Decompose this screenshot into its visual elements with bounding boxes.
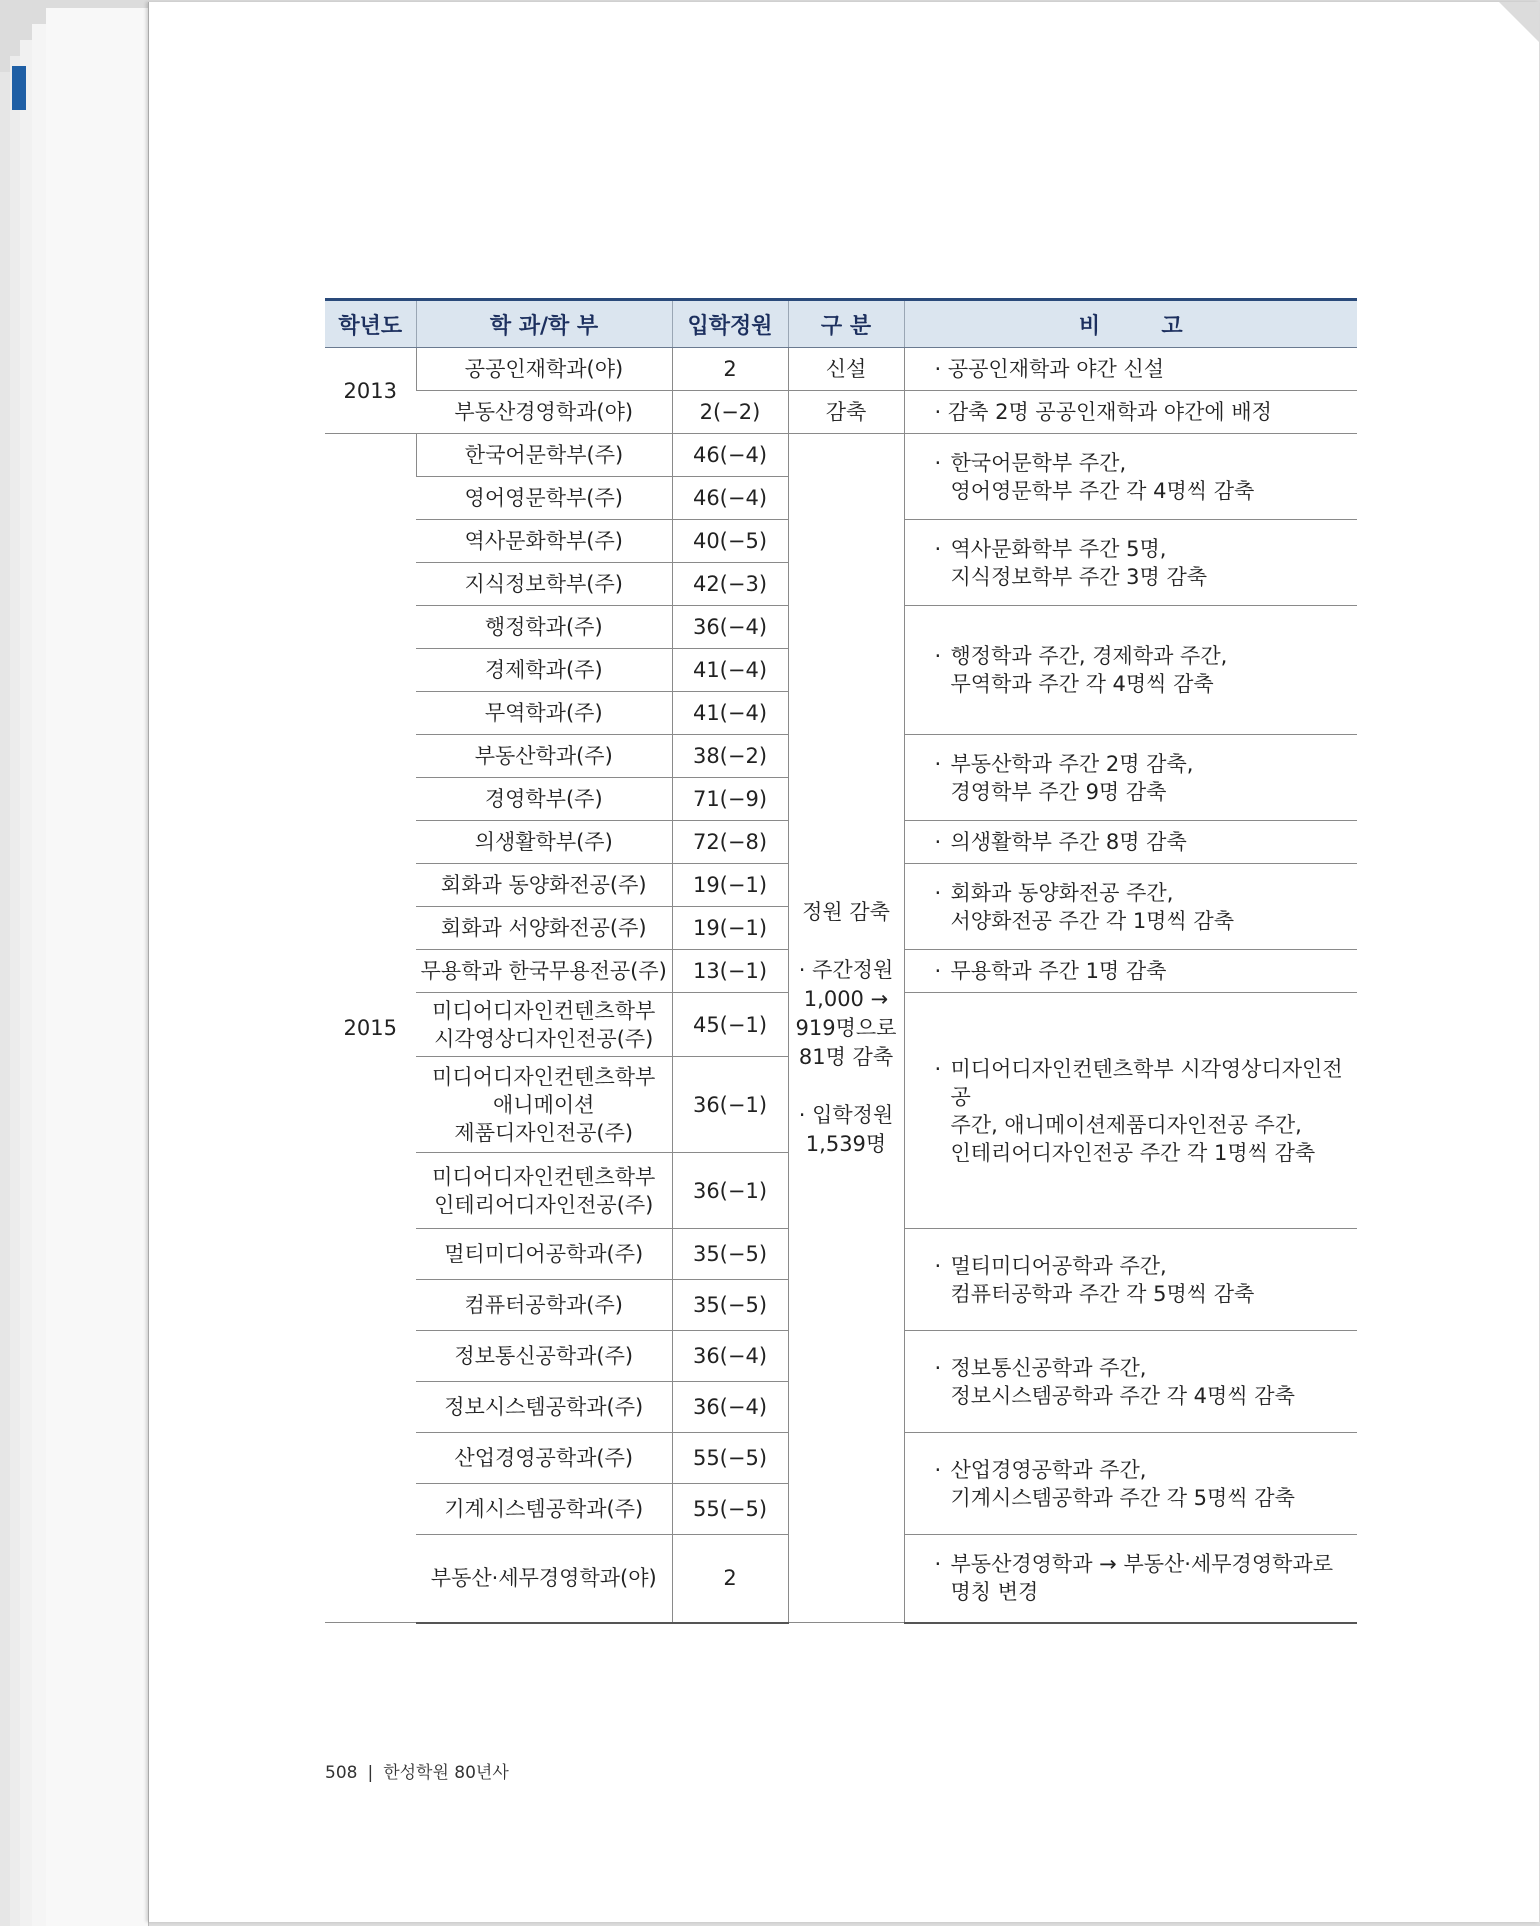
page-edge [46,8,149,1926]
quota-cell: 13(−1) [672,950,788,993]
dept-cell: 회화과 서양화전공(주) [416,907,672,950]
page-corner [1499,2,1539,42]
book-page [148,2,1539,1922]
note-cell [904,735,1357,821]
table-header-row [325,300,1357,348]
quota-cell: 46(−4) [672,434,788,477]
note-cell [904,864,1357,950]
quota-cell: 41(−4) [672,692,788,735]
dept-cell: 멀티미디어공학과(주) [416,1229,672,1280]
bullet-mark: · [934,1355,942,1380]
dept-cell: 경제학과(주) [416,649,672,692]
dept-cell: 기계시스템공학과(주) [416,1484,672,1535]
page-number: 508 [325,1763,358,1783]
quota-cell: 19(−1) [672,907,788,950]
bullet-mark: · [934,751,942,776]
header-quota: 입학정원 [672,300,788,348]
note-text: 멀티미디어공학과 주간, 컴퓨터공학과 주간 각 5명씩 감축 [950,1253,1255,1306]
quota-cell: 36(−4) [672,606,788,649]
quota-cell: 55(−5) [672,1484,788,1535]
header-note: 비 고 [904,300,1357,348]
note-cell [904,434,1357,520]
quota-cell: 35(−5) [672,1280,788,1331]
note-text: 부동산학과 주간 2명 감축, 경영학부 주간 9명 감축 [950,751,1194,804]
quota-cell: 2(−2) [672,391,788,434]
dept-cell: 무역학과(주) [416,692,672,735]
table-row [325,391,1357,434]
note-text: 역사문화학부 주간 5명, 지식정보학부 주간 3명 감축 [950,536,1208,589]
bullet-mark: · [934,1552,942,1577]
quota-cell: 46(−4) [672,477,788,520]
year-cell: 2015 [325,434,416,1623]
bullet-mark: · [934,450,942,475]
dept-cell: 산업경영공학과(주) [416,1433,672,1484]
quota-cell: 40(−5) [672,520,788,563]
quota-cell: 72(−8) [672,821,788,864]
bullet-mark: · [934,1457,942,1482]
bullet-mark: · [934,880,942,905]
dept-cell: 한국어문학부(주) [416,434,672,477]
dept-cell: 경영학부(주) [416,778,672,821]
note-cell: · 공공인재학과 야간 신설 [904,348,1357,391]
type-cell: 신설 [788,348,904,391]
book-title: 한성학원 80년사 [383,1763,509,1783]
note-text: 행정학과 주간, 경제학과 주간, 무역학과 주간 각 4명씩 감축 [950,644,1228,696]
quota-cell: 36(−1) [672,1153,788,1229]
table-row [325,434,1357,477]
quota-cell: 41(−4) [672,649,788,692]
chapter-tab [12,66,26,110]
quota-cell: 19(−1) [672,864,788,907]
note-text: 부동산경영학과 → 부동산·세무경영학과로 명칭 변경 [950,1552,1333,1605]
note-text: 무용학과 주간 1명 감축 [950,959,1167,983]
page-stack [0,0,150,1926]
bullet-mark: · [934,536,942,561]
bullet-mark: · [934,959,942,983]
note-cell [904,1229,1357,1331]
dept-cell: 부동산경영학과(야) [416,391,672,434]
header-type: 구 분 [788,300,904,348]
dept-cell: 부동산학과(주) [416,735,672,778]
bullet-mark: · [934,644,942,668]
type-cell: 감축 [788,391,904,434]
quota-cell: 2 [672,1535,788,1623]
note-cell [904,520,1357,606]
note-text: 회화과 동양화전공 주간, 서양화전공 주간 각 1명씩 감축 [950,880,1234,933]
dept-cell: 회화과 동양화전공(주) [416,864,672,907]
dept-cell: 역사문화학부(주) [416,520,672,563]
quota-cell: 38(−2) [672,735,788,778]
note-cell [904,1433,1357,1535]
note-cell [904,821,1357,864]
bullet-mark: · [934,830,942,854]
quota-cell: 45(−1) [672,993,788,1057]
note-text: 정보통신공학과 주간, 정보시스템공학과 주간 각 4명씩 감축 [950,1355,1295,1408]
bullet-mark: · [934,1253,942,1278]
table-row [325,348,1357,391]
dept-cell: 영어영문학부(주) [416,477,672,520]
bullet-mark: · [934,1056,942,1081]
note-cell [904,606,1357,735]
note-text: 한국어문학부 주간, 영어영문학부 주간 각 4명씩 감축 [950,450,1255,503]
note-text: 미디어디자인컨텐츠학부 시각영상디자인전공 주간, 애니메이션제품디자인전공 주간, 인테리어디자인전공 주간 각 1명씩 감축 [950,1056,1343,1165]
quota-cell: 36(−1) [672,1057,788,1153]
quota-cell: 42(−3) [672,563,788,606]
dept-cell: 정보시스템공학과(주) [416,1382,672,1433]
note-cell [904,993,1357,1229]
dept-cell: 행정학과(주) [416,606,672,649]
quota-cell: 36(−4) [672,1382,788,1433]
dept-cell: 미디어디자인컨텐츠학부 애니메이션 제품디자인전공(주) [416,1057,672,1153]
dept-cell: 의생활학부(주) [416,821,672,864]
header-dept: 학 과/학 부 [416,300,672,348]
division-cell: 정원 감축 · 주간정원 1,000 → 919명으로 81명 감축 · 입학정원 1,539명 [788,434,904,1623]
dept-cell: 지식정보학부(주) [416,563,672,606]
year-cell: 2013 [325,348,416,434]
quota-cell: 35(−5) [672,1229,788,1280]
footer-separator: | [367,1763,374,1783]
page-footer [325,1758,509,1783]
quota-cell: 36(−4) [672,1331,788,1382]
note-text: 산업경영공학과 주간, 기계시스템공학과 주간 각 5명씩 감축 [950,1457,1295,1510]
dept-cell: 부동산·세무경영학과(야) [416,1535,672,1623]
quota-cell: 2 [672,348,788,391]
dept-cell: 미디어디자인컨텐츠학부 인테리어디자인전공(주) [416,1153,672,1229]
quota-cell: 71(−9) [672,778,788,821]
dept-cell: 무용학과 한국무용전공(주) [416,950,672,993]
header-year: 학년도 [325,300,416,348]
dept-cell: 정보통신공학과(주) [416,1331,672,1382]
quota-table [325,298,1357,1624]
note-cell [904,1535,1357,1623]
note-cell: · 감축 2명 공공인재학과 야간에 배정 [904,391,1357,434]
note-text: 의생활학부 주간 8명 감축 [950,830,1187,854]
note-cell [904,950,1357,993]
dept-cell: 미디어디자인컨텐츠학부 시각영상디자인전공(주) [416,993,672,1057]
dept-cell: 컴퓨터공학과(주) [416,1280,672,1331]
dept-cell: 공공인재학과(야) [416,348,672,391]
quota-cell: 55(−5) [672,1433,788,1484]
note-cell [904,1331,1357,1433]
